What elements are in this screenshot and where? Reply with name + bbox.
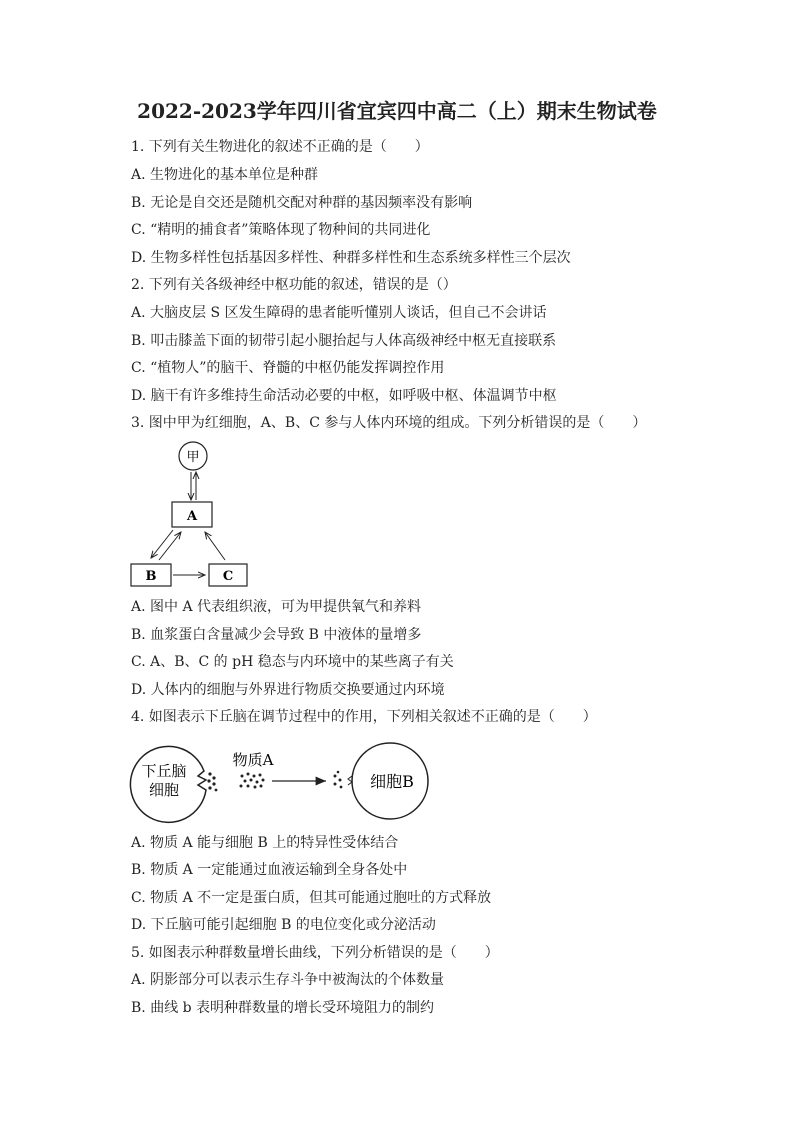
question-4-option-a: A. 物质 A 能与细胞 B 上的特异性受体结合 (131, 835, 399, 851)
question-3-option-a: A. 图中 A 代表组织液，可为甲提供氧气和养料 (131, 599, 422, 615)
cell1-line2: 细胞 (148, 781, 180, 799)
question-1-option-a: A. 生物进化的基本单位是种群 (131, 167, 319, 183)
substance-a-dots (240, 773, 265, 789)
question-2-option-b: B. 叩击膝盖下面的韧带引起小腿抬起与人体高级神经中枢无直接联系 (131, 333, 557, 349)
secreted-particles (207, 772, 217, 791)
question-4-option-b: B. 物质 A 一定能通过血液运输到全身各处中 (131, 862, 408, 878)
question-3-option-b: B. 血浆蛋白含量减少会导致 B 中液体的量增多 (131, 627, 422, 643)
question-1-stem: 1. 下列有关生物进化的叙述不正确的是（ ） (131, 139, 429, 155)
question-5-stem: 5. 如图表示种群数量增长曲线，下列分析错误的是（ ） (131, 945, 499, 961)
question-3-option-c: C. A、B、C 的 pH 稳态与内环境中的某些离子有关 (131, 654, 454, 670)
question-3-stem: 3. 图中甲为红细胞，A、B、C 参与人体内环境的组成。下列分析错误的是（ ） (131, 415, 647, 431)
body-fluid-diagram (125, 438, 260, 590)
question-2-option-d: D. 脑干有许多维持生命活动必要的中枢，如呼吸中枢、体温调节中枢 (131, 388, 557, 404)
substance-a-label: 物质A (232, 751, 274, 769)
hypothalamus-diagram (128, 738, 438, 824)
label-a: A (186, 509, 198, 524)
question-1-option-b: B. 无论是自交还是随机交配对种群的基因频率没有影响 (131, 195, 473, 211)
receptor-particles (334, 771, 343, 789)
question-4-option-c: C. 物质 A 不一定是蛋白质，但其可能通过胞吐的方式释放 (131, 890, 492, 906)
question-3-option-d: D. 人体内的细胞与外界进行物质交换要通过内环境 (131, 682, 445, 698)
page-title: 2022-2023学年四川省宜宾四中高二（上）期末生物试卷 (137, 99, 657, 123)
question-5-option-b: B. 曲线 b 表明种群数量的增长受环境阻力的制约 (131, 1000, 435, 1016)
cell1-line1: 下丘脑 (141, 762, 187, 780)
question-4-option-d: D. 下丘脑可能引起细胞 B 的电位变化或分泌活动 (131, 917, 436, 933)
label-b: B (145, 569, 157, 584)
question-4-stem: 4. 如图表示下丘脑在调节过程中的作用，下列相关叙述不正确的是（ ） (131, 709, 597, 725)
question-2-option-c: C. “植物人”的脑干、脊髓的中枢仍能发挥调控作用 (131, 360, 445, 376)
question-5-option-a: A. 阴影部分可以表示生存斗争中被淘汰的个体数量 (131, 972, 445, 988)
label-c: C (222, 569, 234, 584)
cell-b-label: 细胞B (370, 772, 414, 791)
question-2-stem: 2. 下列有关各级神经中枢功能的叙述，错误的是（） (131, 277, 457, 293)
label-jia: 甲 (186, 450, 200, 465)
question-2-option-a: A. 大脑皮层 S 区发生障碍的患者能听懂别人谈话，但自己不会讲话 (131, 305, 547, 321)
question-1-option-d: D. 生物多样性包括基因多样性、种群多样性和生态系统多样性三个层次 (131, 250, 571, 266)
question-1-option-c: C. “精明的捕食者”策略体现了物种间的共同进化 (131, 222, 431, 238)
